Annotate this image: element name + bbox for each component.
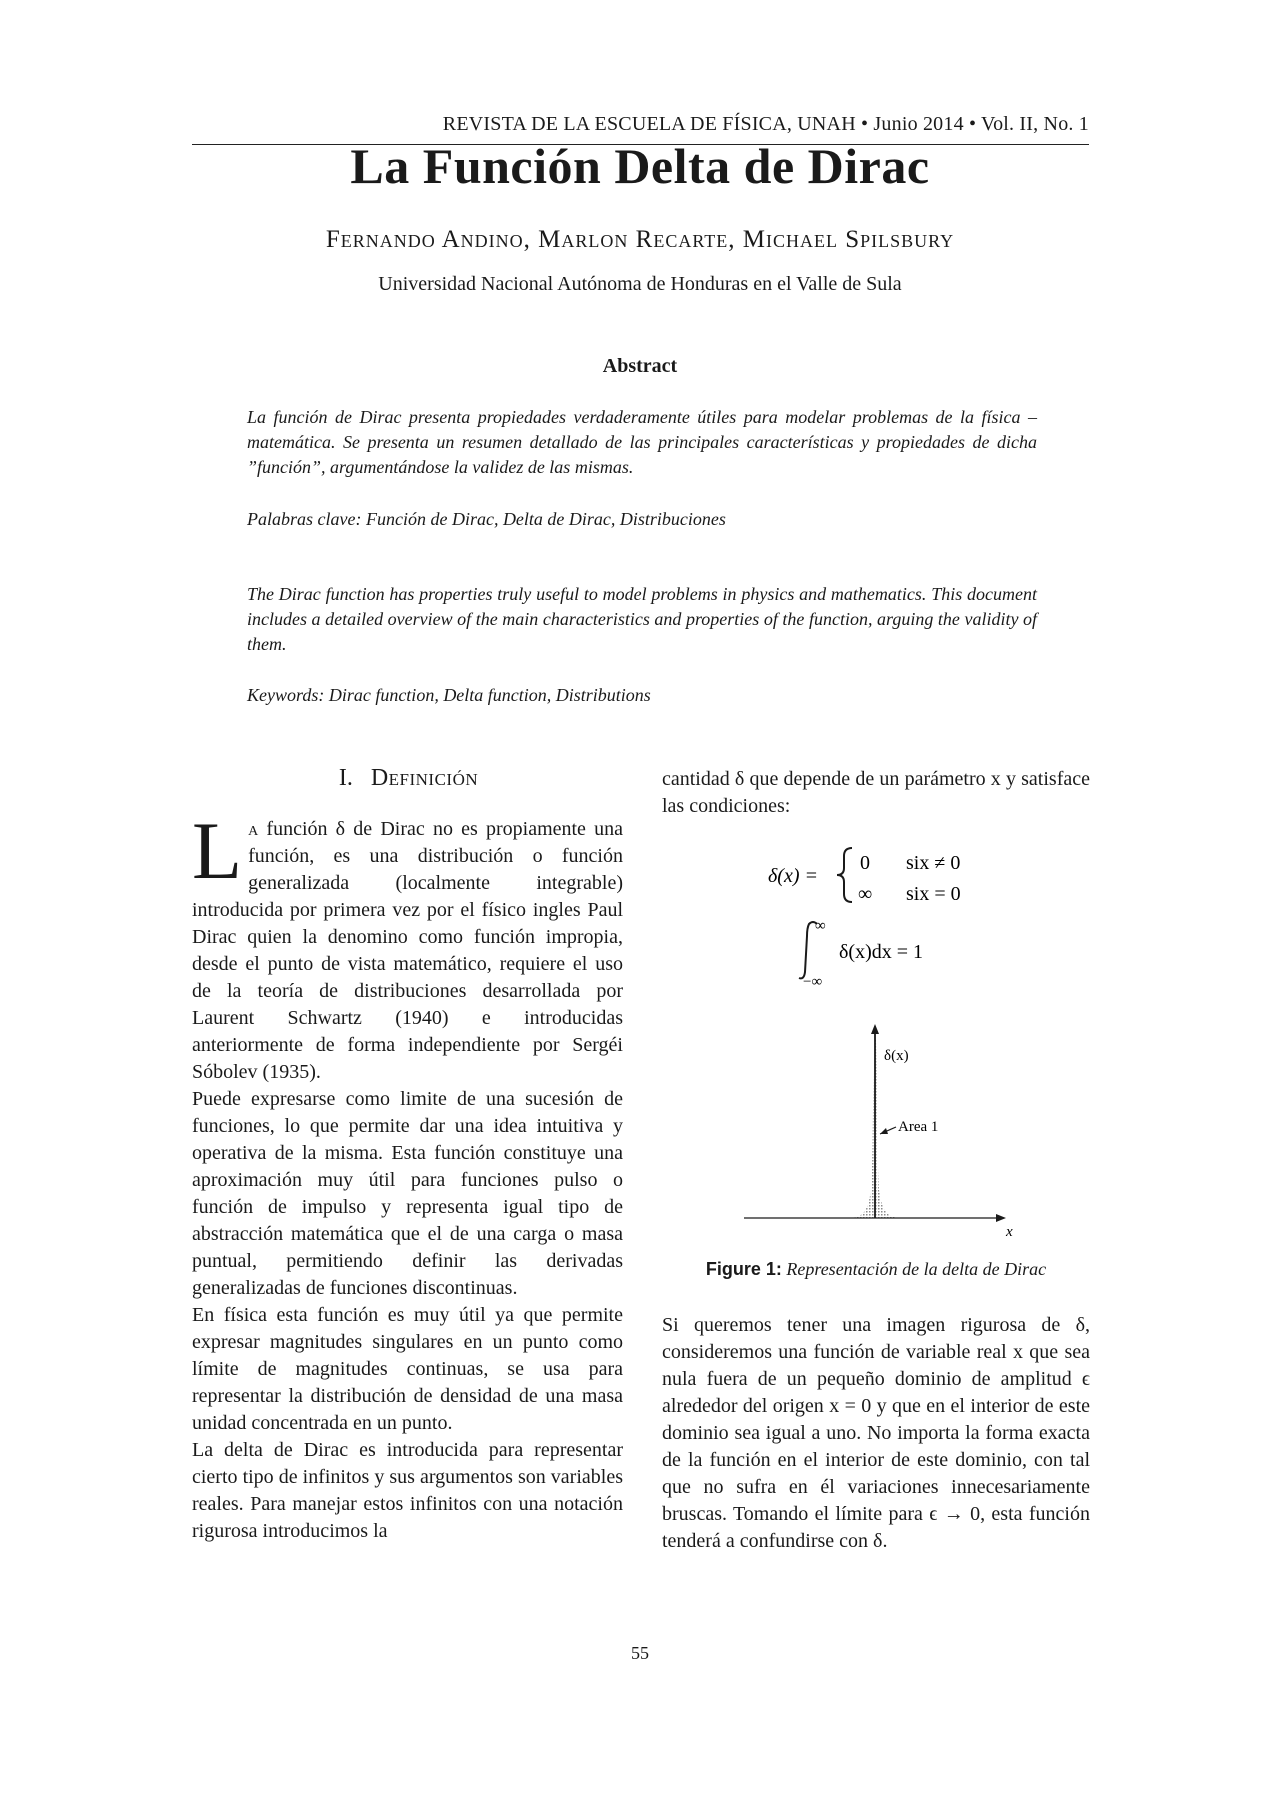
dirac-delta-figure (740, 1010, 1030, 1240)
section-heading (192, 765, 625, 792)
paragraph-2: Puede expresarse como limite de una sucesión de funciones, lo que permite dar una idea intuitiva y operativa de la misma. Esta función constituye una aproximación muy útil para funciones pulso o función de impulso y representa igual tipo de abstracción matemática que el de una carga o masa puntual, permitiendo definir las derivadas generalizadas de funciones discontinuas. (192, 1088, 623, 1299)
integral-lower-limit: −∞ (803, 974, 823, 988)
label-area: Area 1 (898, 1119, 939, 1135)
section-number: I. (338, 765, 353, 791)
paragraph-4: La delta de Dirac es introducida para representar cierto tipo de infinitos y sus argumentos son variables reales. Para manejar estos infinitos con una notación rigurosa introducimos la (192, 1439, 623, 1542)
right-column-paragraph: Si queremos tener una imagen rigurosa de δ, consideremos una función de variable real x que sea nula fuera de un pequeño dominio de amplitud ϵ alrededor del origen x = 0 y que en el interior de este dominio sea igual a uno. No importa la forma exacta de la función en el interior de este dominio, con tal que no sufra en él variaciones innecesariamente bruscas. Tomando el límite para ϵ → 0, esta función tenderá a confundirse con δ. (662, 1314, 1090, 1552)
paragraph-1-text: función δ de Dirac no es propiamente una función, es una distribución o función generalizada (localmente integrable) introducida por primera vez por el físico ingles Paul Dirac quien la denomino como función impropia, desde el punto de vista matemático, requiere el uso de la teoría de distribuciones desarrollada por Laurent Schwartz (1940) e introducidas anteriormente de forma independiente por Sergéi Sóbolev (1935). (192, 818, 623, 1083)
y-axis-arrow (871, 1024, 879, 1034)
section-title: Definición (370, 765, 479, 791)
integral-upper-limit: ∞ (815, 918, 826, 934)
caption-text: Representación de la delta de Dirac (786, 1259, 1047, 1279)
figure-caption (662, 1259, 1090, 1280)
eq1-case1-value: 0 (860, 852, 870, 874)
author-list: Fernando Andino, Marlon Recarte, Michael Spilsbury (325, 226, 955, 253)
eq1-lhs: δ(x) = (768, 865, 818, 887)
equation-piecewise (768, 840, 1008, 910)
left-column (192, 805, 623, 1545)
label-x: x (1006, 1224, 1013, 1240)
dropcap-continuation: a (248, 818, 259, 840)
x-axis-arrow (996, 1214, 1006, 1222)
caption-label: Figure 1: (705, 1259, 782, 1279)
paragraph-intro (192, 805, 623, 1086)
abstract-spanish: La función de Dirac presenta propiedades verdaderamente útiles para modelar problemas de la física – matemática. Se presenta un resumen detallado de las principales características y propiedades de dicha ”función”, argumentándose la validez de las mismas. (247, 407, 1037, 477)
equation-integral (795, 918, 995, 988)
area-pointer-arrow (880, 1128, 888, 1134)
page-number: 55 (631, 1643, 649, 1663)
label-delta: δ(x) (884, 1048, 909, 1064)
abstract-english: The Dirac function has properties truly useful to model problems in physics and mathematics. This document includes a detailed overview of the main characteristics and properties of the function, arguing the validity of them. (247, 584, 1037, 654)
dropcap: L (192, 805, 243, 896)
running-head: REVISTA DE LA ESCUELA DE FÍSICA, UNAH • Junio 2014 • Vol. II, No. 1 (442, 113, 1089, 135)
affiliation: Universidad Nacional Autónoma de Honduras en el Valle de Sula (378, 273, 902, 295)
right-column-intro: cantidad δ que depende de un parámetro x y satisface las condiciones: (662, 768, 1090, 817)
paper-title: La Función Delta de Dirac (350, 138, 930, 194)
paragraph-3: En física esta función es muy útil ya que permite expresar magnitudes singulares en un punto como límite de magnitudes continuas, se usa para representar la distribución de densidad de una masa unidad concentrada en un punto. (192, 1304, 623, 1434)
abstract-heading: Abstract (602, 355, 678, 377)
eq1-case2-value: ∞ (858, 883, 873, 905)
left-brace (837, 848, 852, 902)
keywords-spanish: Palabras clave: Función de Dirac, Delta de Dirac, Distribuciones (247, 509, 726, 529)
eq1-case1-condition: six ≠ 0 (906, 852, 961, 874)
keywords-english: Keywords: Dirac function, Delta function, Distributions (247, 685, 651, 705)
integral-body: δ(x)dx = 1 (839, 941, 924, 963)
eq1-case2-condition: six = 0 (906, 883, 961, 905)
